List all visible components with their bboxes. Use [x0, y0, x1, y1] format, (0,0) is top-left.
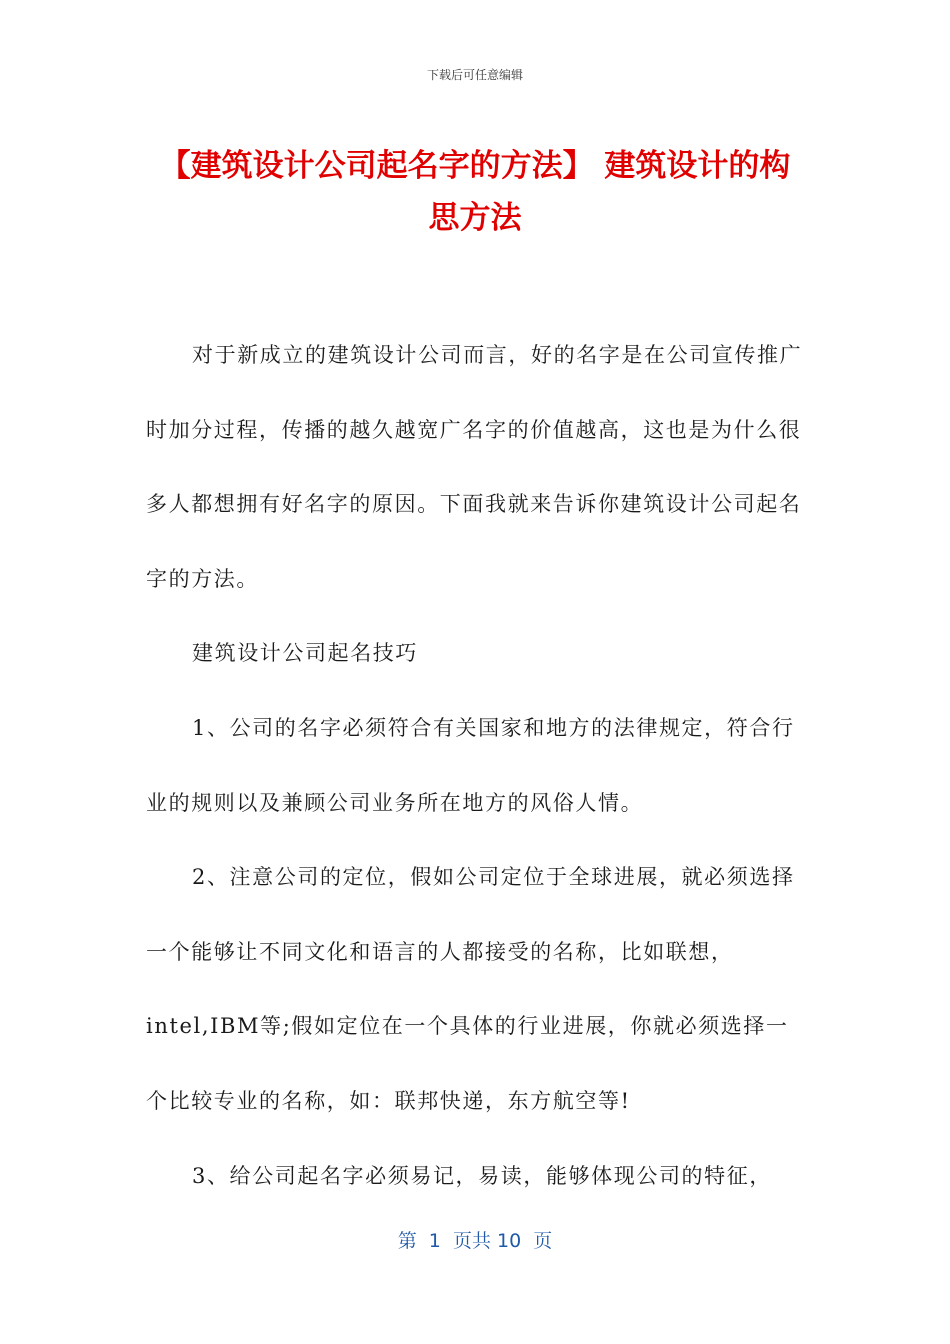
document-body	[146, 318, 806, 1213]
document-title: 【建筑设计公司起名字的方法】 建筑设计的构思方法	[159, 148, 791, 236]
paragraph: 建筑设计公司起名技巧	[192, 641, 418, 666]
paragraph: 1、公司的名字必须符合有关国家和地方的法律规定，符合行业的规则以及兼顾公司业务所在地方的风俗人情。	[146, 715, 795, 815]
paragraph: 3、给公司起名字必须易记，易读，能够体现公司的特征，	[192, 1163, 772, 1188]
header-note: 下载后可任意编辑	[426, 68, 523, 82]
paragraph: 对于新成立的建筑设计公司而言，好的名字是在公司宣传推广时加分过程，传播的越久越宽广名字的价值越高，这也是为什么很多人都想拥有好名字的原因。下面我就来告诉你建筑设计公司起名字的方法。	[146, 343, 803, 591]
page-number: 第 1 页共 10 页	[397, 1230, 553, 1252]
paragraph: 2、注意公司的定位，假如公司定位于全球进展，就必须选择一个能够让不同文化和语言的人都接受的名称，比如联想，intel,IBM等;假如定位在一个具体的行业进展，你就必须选择一个比较专业的名称，如：联邦快递，东方航空等!	[146, 865, 795, 1113]
